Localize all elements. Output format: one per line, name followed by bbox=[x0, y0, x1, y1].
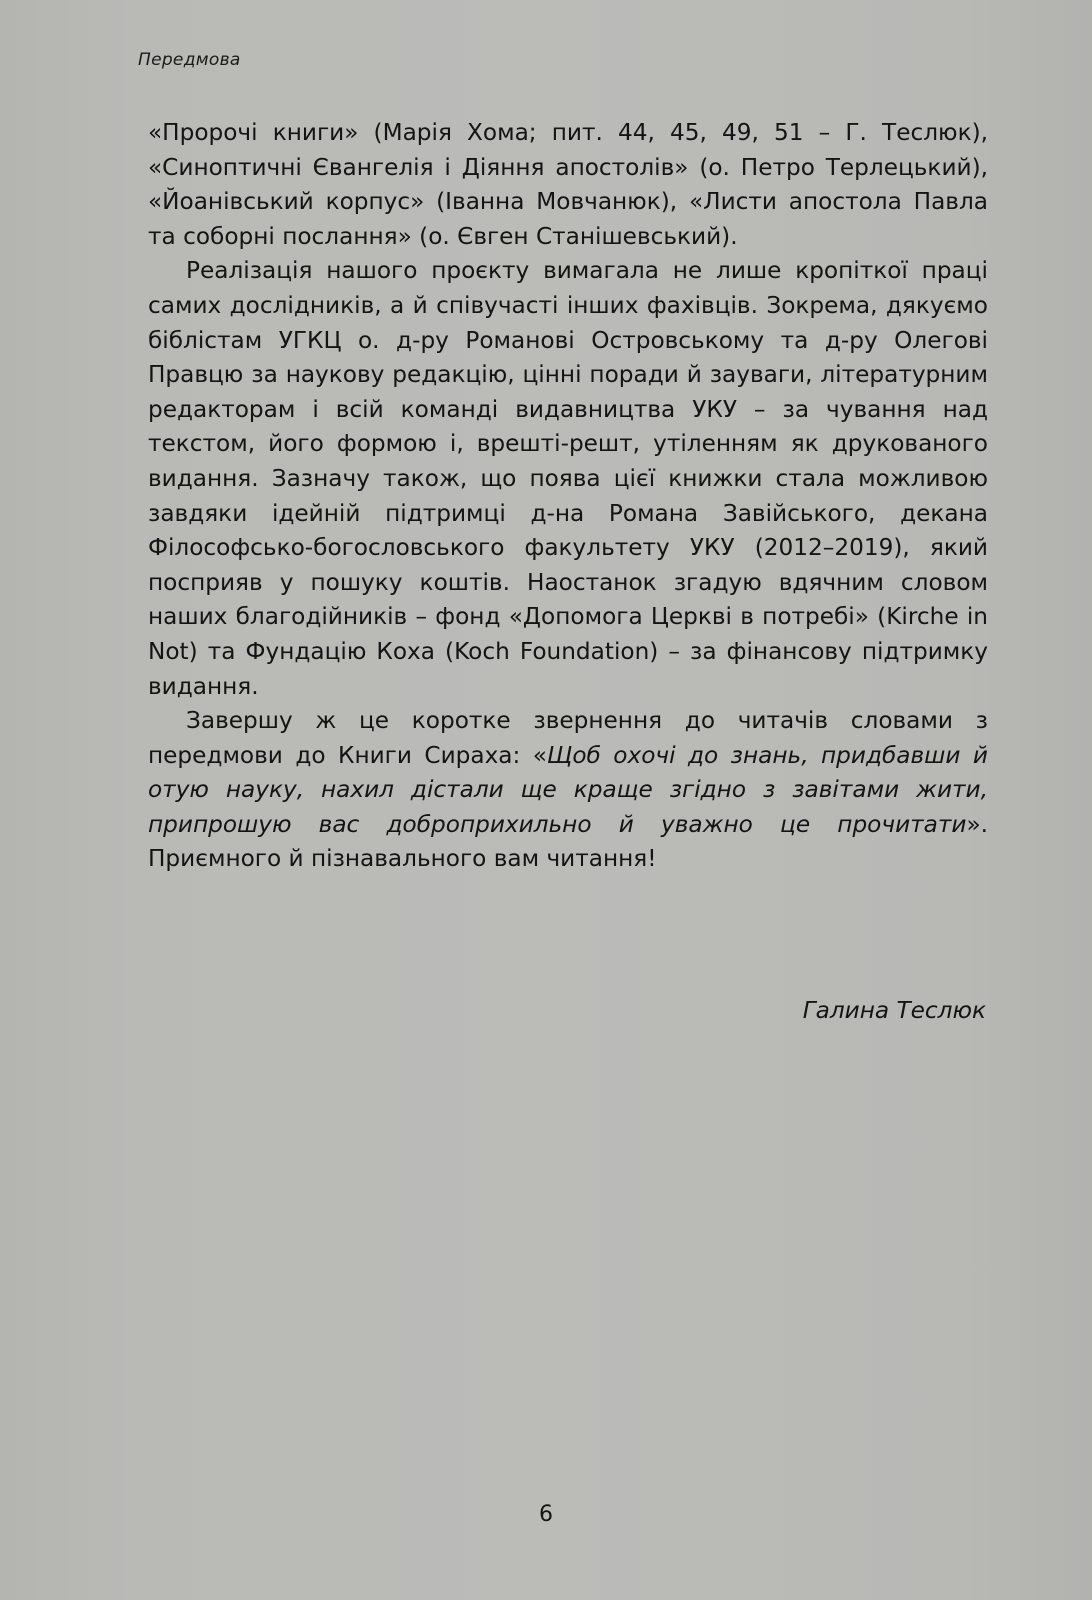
sirach-quote: Щоб охочі до знань, придбавши й отую науку, нахил дістали ще краще згідно з завітами жити, припрошую вас доброприхильно й уважно це прочитати bbox=[148, 741, 988, 838]
page-number: 6 bbox=[539, 1502, 553, 1527]
author-signature: Галина Теслюк bbox=[802, 997, 986, 1024]
paragraph-3-intro: Завершу ж це коротке звернення до читачів словами з передмови до Книги Сираха: « bbox=[148, 707, 988, 769]
main-text bbox=[148, 116, 988, 877]
running-header: Передмова bbox=[138, 50, 241, 70]
paragraph-2: Реалізація нашого проєкту вимагала не лише кропіткої праці самих дослідників, а й співучасті інших фахівців. Зокрема, дякуємо біблістам УГКЦ о. д-ру Романові Островському та д-ру Олегові Правцю за наукову редакцію, цінні поради й зауваги, літературним редакторам і всій команді видавництва УКУ – за чування над текстом, його формою і, врешті-решт, утіленням як друкованого видання. Зазначу також, що поява цієї книжки стала можливою завдяки ідейній підтримці д-на Романа Завійського, декана Філософсько-богословського факультету УКУ (2012–2019), який посприяв у пошуку коштів. Наостанок згадую вдячним словом наших благодійників – фонд «Допомога Церкві в потребі» (Kirche in Not) та Фундацію Коха (Koch Foundation) – за фінансову підтримку видання. bbox=[148, 257, 988, 700]
paragraph-3-outro: ». Приємного й пізнавального вам читання! bbox=[148, 810, 988, 873]
paragraph-3 bbox=[148, 704, 988, 877]
paragraph-1: «Пророчі книги» (Марія Хома; пит. 44, 45, 49, 51 – Г. Теслюк), «Синоптичні Євангелія і Діяння апостолів» (о. Петро Терлецький), «Йоанівський корпус» (Іванна Мовчанюк), «Листи апостола Павла та соборні послання» (о. Євген Станішевський). bbox=[148, 119, 988, 250]
